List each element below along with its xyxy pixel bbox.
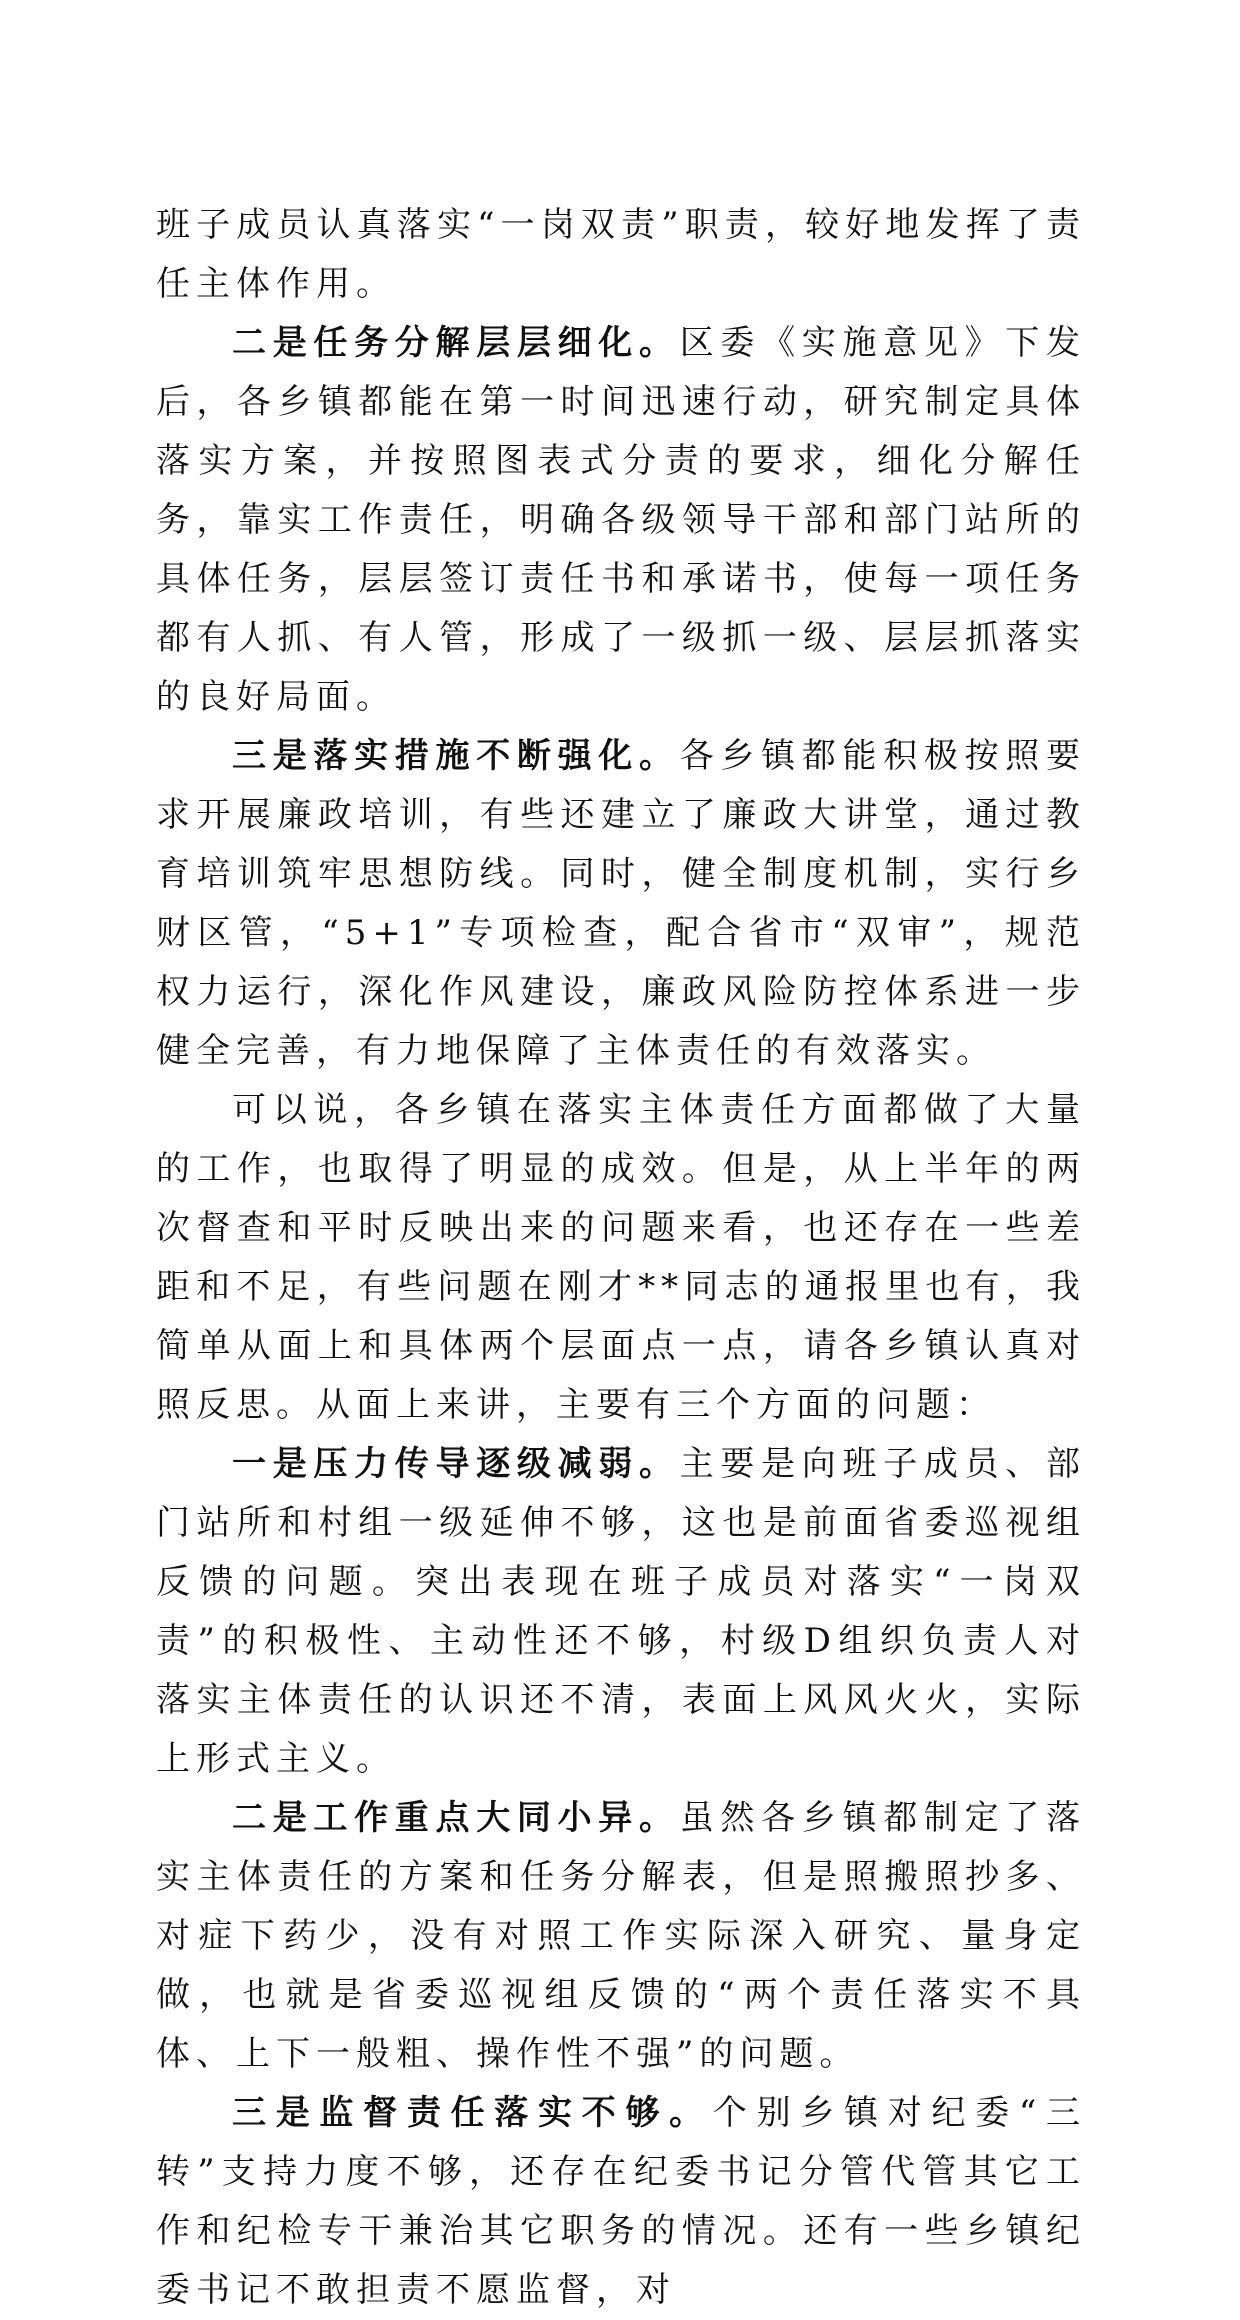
paragraph-text: 虽然各乡镇都制定了落实主体责任的方案和任务分解表，但是照搬照抄多、对症下药少，没有对照工作实际深入研究、量身定做，也就是省委巡视组反馈的“两个责任落实不具体、上下一般粗、操作性不强”的问题。 bbox=[156, 1798, 1087, 2074]
paragraph-task-breakdown bbox=[156, 314, 1086, 727]
paragraph-continuation bbox=[156, 196, 1086, 314]
paragraph-heading: 三是落实措施不断强化。 bbox=[232, 736, 680, 776]
paragraph-text: 个别乡镇对纪委“三转”支持力度不够，还存在纪委书记分管代管其它工作和纪检专干兼治其它职务的情况。还有一些乡镇纪委书记不敢担责不愿监督，对 bbox=[156, 2093, 1087, 2310]
paragraph-heading: 三是监督责任落实不够。 bbox=[232, 2093, 713, 2133]
paragraph-heading: 二是工作重点大同小异。 bbox=[232, 1798, 680, 1838]
paragraph-text: 班子成员认真落实“一岗双责”职责，较好地发挥了责任主体作用。 bbox=[156, 205, 1086, 304]
paragraph-text: 区委《实施意见》下发后，各乡镇都能在第一时间迅速行动，研究制定具体落实方案，并按照图表式分责的要求，细化分解任务，靠实工作责任，明确各级领导干部和部门站所的具体任务，层层签订责任书和承诺书，使每一项任务都有人抓、有人管，形成了一级抓一级、层层抓落实的良好局面。 bbox=[156, 323, 1087, 717]
paragraph-supervision bbox=[156, 2084, 1086, 2320]
paragraph-heading: 二是任务分解层层细化。 bbox=[232, 323, 680, 363]
document-body bbox=[156, 196, 1086, 2320]
paragraph-text: 可以说，各乡镇在落实主体责任方面都做了大量的工作，也取得了明显的成效。但是，从上半年的两次督查和平时反映出来的问题来看，也还存在一些差距和不足，有些问题在刚才**同志的通报里也有，我简单从面上和具体两个层面点一点，请各乡镇认真对照反思。从面上来讲，主要有三个方面的问题： bbox=[156, 1090, 1086, 1425]
paragraph-text: 各乡镇都能积极按照要求开展廉政培训，有些还建立了廉政大讲堂，通过教育培训筑牢思想防线。同时，健全制度机制，实行乡财区管，“5+1”专项检查，配合省市“双审”，规范权力运行，深化作风建设，廉政风险防控体系进一步健全完善，有力地保障了主体责任的有效落实。 bbox=[156, 736, 1087, 1071]
paragraph-pressure bbox=[156, 1435, 1086, 1789]
paragraph-text: 主要是向班子成员、部门站所和村组一级延伸不够，这也是前面省委巡视组反馈的问题。突出表现在班子成员对落实“一岗双责”的积极性、主动性还不够，村级D组织负责人对落实主体责任的认识还不清，表面上风风火火，实际上形式主义。 bbox=[156, 1444, 1087, 1779]
paragraph-heading: 一是压力传导逐级减弱。 bbox=[232, 1444, 680, 1484]
paragraph-measures bbox=[156, 727, 1086, 1081]
paragraph-summary bbox=[156, 1081, 1086, 1435]
paragraph-focus bbox=[156, 1789, 1086, 2084]
